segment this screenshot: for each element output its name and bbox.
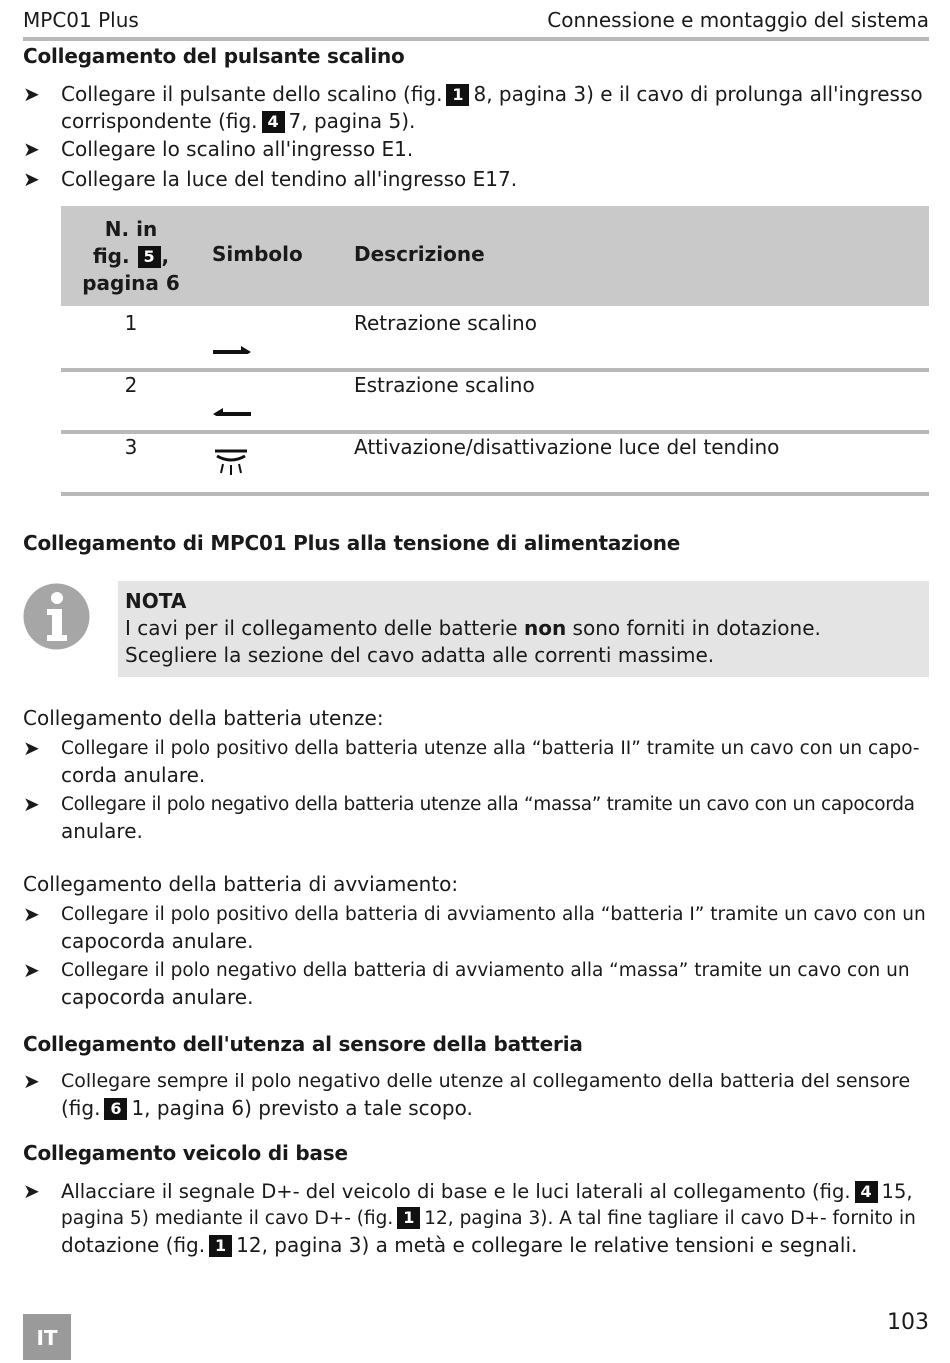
figure-ref-badge: 1 — [446, 84, 469, 106]
bullet-arrow-icon: ➤ — [23, 958, 40, 982]
bullet-arrow-icon: ➤ — [23, 1069, 40, 1093]
header-product: MPC01 Plus — [23, 8, 139, 32]
table-row — [61, 368, 929, 434]
manual-page: MPC01 Plus Connessione e montaggio del sistema Collegamento del pulsante scalino ➤ Collegare il pulsante dello scalino (fig. 1 8, pagina 3) e il cavo di prolunga all'ingresso corrispondente (fig. 4 7, pagina 5). ➤ Collegare lo scalino all'ingresso E1. ➤ Collegare la luce del tendino all'ingresso E17. N. in fig. 5 , pagina 6 Simbolo Descrizione 1 Retrazione scalino 2 Estrazione scalino 3 Attivazione/disattivazione luce del tendino Collegamento di MPC01 Plus alla tensione di alimentazione NOTA I cavi per il collegamento delle batterie non sono forniti in dotazione. Scegliere la sezione del cavo adatta alle correnti massime. Collegamento della batteria utenze: ➤ Collegare il polo positivo della batteria utenze alla “batteria II” tramite un cavo con un capo- corda anulare. ➤ Collegare il polo negativo della batteria utenze alla “massa” tramite un cavo con un capocorda anulare. Collegamento della batteria di avviamento: ➤ Collegare il polo positivo della batteria di avviamento alla “batteria I” tramite un cavo con un capocorda anulare. ➤ Collegare il polo negativo della batteria di avviamento alla “massa” tramite un cavo con un capocorda anulare. Collegamento dell'utenza al sensore della batteria ➤ Collegare sempre il polo negativo delle utenze al collegamento della batteria del sensore (fig. 6 1, pagina 6) previsto a tale scopo. Collegamento veicolo di base ➤ Allacciare il segnale D+- del veicolo di base e le luci laterali al collegamento (fig. 4 15, pagina 5) mediante il cavo D+- (fig. 1 12, pagina 3). A tal fine tagliare il cavo D+- fornito in dotazione (fig. 1 12, pagina 3) a metà e collegare le relative tensioni e segnali. IT 103 — [0, 0, 950, 1363]
note-text: Scegliere la sezione del cavo adatta alle correnti massime. — [125, 643, 715, 667]
section-heading-step-button: Collegamento del pulsante scalino — [23, 44, 405, 68]
section-heading-base-vehicle: Collegamento veicolo di base — [23, 1141, 348, 1165]
page-number: 103 — [887, 1310, 929, 1335]
figure-ref-badge: 4 — [262, 111, 285, 133]
bullet-arrow-icon: ➤ — [23, 902, 40, 926]
header-divider — [23, 37, 929, 41]
figure-ref-badge: 5 — [138, 246, 161, 268]
column-header-number: N. in fig. 5 , pagina 6 — [82, 217, 180, 295]
figure-ref-badge: 1 — [209, 1235, 232, 1257]
table-header — [61, 206, 929, 306]
row-description: Retrazione scalino — [354, 311, 537, 335]
arrow-right-icon — [211, 324, 253, 354]
bullet-arrow-icon: ➤ — [23, 167, 40, 191]
bullet-arrow-icon: ➤ — [23, 1179, 40, 1203]
section-heading-battery-sensor: Collegamento dell'utenza al sensore della batteria — [23, 1032, 583, 1056]
row-number: 1 — [124, 311, 138, 335]
row-number: 2 — [124, 373, 138, 397]
paragraph-service-battery: Collegamento della batteria utenze: — [23, 706, 384, 730]
bullet-arrow-icon: ➤ — [23, 82, 40, 106]
note-text: I cavi per il collegamento delle batterie non sono forniti in dotazione. — [125, 616, 821, 640]
table-row — [61, 430, 929, 496]
table-row — [61, 306, 929, 372]
note-box — [118, 581, 929, 677]
paragraph-starter-battery: Collegamento della batteria di avviamento: — [23, 872, 459, 896]
language-tab: IT — [23, 1314, 71, 1360]
bullet-arrow-icon: ➤ — [23, 736, 40, 760]
figure-ref-badge: 1 — [397, 1207, 420, 1229]
page-header — [23, 6, 929, 38]
column-header-description: Descrizione — [354, 242, 485, 266]
note-title: NOTA — [125, 589, 187, 613]
section-heading-power-supply: Collegamento di MPC01 Plus alla tensione di alimentazione — [23, 531, 681, 555]
arrow-left-icon — [211, 386, 253, 416]
row-description: Estrazione scalino — [354, 373, 535, 397]
figure-ref-badge: 4 — [855, 1181, 878, 1203]
column-header-symbol: Simbolo — [212, 242, 303, 266]
header-chapter: Connessione e montaggio del sistema — [547, 8, 929, 32]
figure-ref-badge: 6 — [104, 1098, 127, 1120]
row-description: Attivazione/disattivazione luce del tendino — [354, 435, 780, 459]
bullet-arrow-icon: ➤ — [23, 792, 40, 816]
info-icon — [23, 583, 90, 650]
row-number: 3 — [124, 435, 138, 459]
lamp-icon — [211, 446, 253, 476]
bullet-arrow-icon: ➤ — [23, 137, 40, 161]
